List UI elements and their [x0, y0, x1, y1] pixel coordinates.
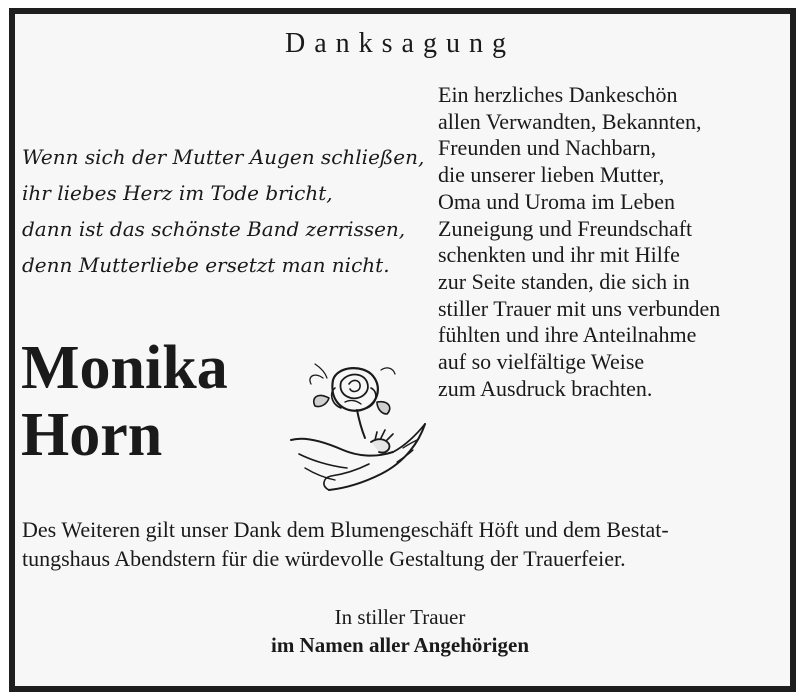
thanks-text — [438, 82, 783, 402]
further-thanks-paragraph — [22, 515, 782, 573]
closing — [0, 603, 800, 659]
thanks-line: fühlten und ihre Anteilnahme — [438, 322, 697, 348]
closing-signature: im Namen aller Angehörigen — [270, 633, 529, 657]
thanks-line: stiller Trauer mit uns verbunden — [438, 295, 721, 321]
further-line: Des Weiteren gilt unser Dank dem Blumengeschäft Höft und dem Bestat- — [22, 517, 669, 542]
thanks-line: zur Seite standen, die sich in — [438, 268, 690, 294]
thanks-line: auf so vielfältige Weise — [438, 349, 645, 375]
thanks-line: Zuneigung und Freundschaft — [438, 215, 693, 241]
thanks-line: Oma und Uroma im Leben — [438, 188, 676, 214]
thanks-line: Freunden und Nachbarn, — [438, 135, 657, 161]
first-name: Monika — [21, 334, 228, 402]
thanks-line: schenkten und ihr mit Hilfe — [438, 242, 680, 268]
poem-line: Wenn sich der Mutter Augen schließen, — [22, 145, 425, 169]
thanks-line: Ein herzliches Dankeschön — [438, 82, 678, 107]
thanks-line: zum Ausdruck brachten. — [438, 375, 653, 401]
poem — [22, 139, 425, 283]
thanks-line: die unserer lieben Mutter, — [438, 162, 665, 188]
further-line: tungshaus Abendstern für die würdevolle Gestaltung der Trauerfeier. — [22, 546, 626, 571]
closing-line: In stiller Trauer — [334, 605, 466, 629]
rose-in-hands-icon — [285, 358, 430, 498]
poem-line: denn Mutterliebe ersetzt man nicht. — [22, 253, 390, 277]
thanks-line: allen Verwandten, Bekannten, — [438, 108, 702, 134]
poem-line: dann ist das schönste Band zerrissen, — [22, 217, 406, 241]
poem-line: ihr liebes Herz im Tode bricht, — [22, 181, 333, 205]
heading: Danksagung — [285, 28, 515, 59]
last-name: Horn — [21, 401, 163, 469]
deceased-name — [21, 335, 228, 469]
